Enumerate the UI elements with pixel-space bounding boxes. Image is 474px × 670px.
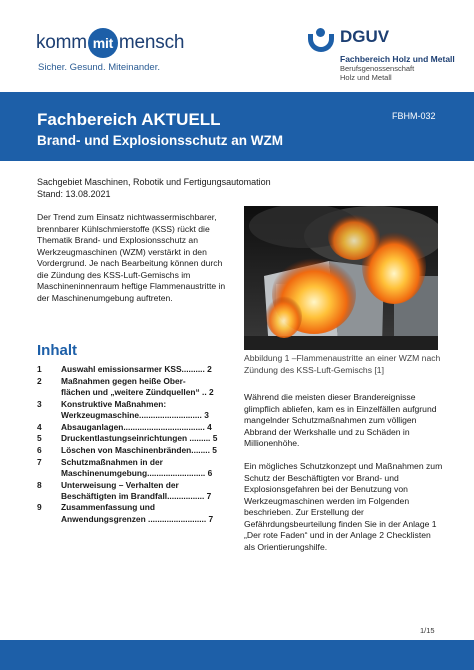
toc-item[interactable]: [37, 399, 223, 421]
toc-heading: Inhalt: [37, 342, 77, 359]
body-paragraph-2: Ein mögliches Schutzkonzept und Maßnahmen zum Schutz der Beschäftigten vor Brand- und Explosionsgefahren bei der Benutzung von Werkzeugmaschinen werden im Folgenden beschrieben. Zur Erstellung der Gefährdungsbeurteilung finden Sie in der Anlage 1 „Der rote Faden“ und in der Anlage 2 Checklisten als Orientierungshilfe.: [244, 461, 443, 552]
toc-item-number: 4: [37, 421, 42, 432]
toc-item-text: Absauganlagen................................... 4: [61, 421, 212, 432]
dguv-department: Fachbereich Holz und Metall: [340, 54, 455, 64]
toc-item-number: 8: [37, 479, 42, 490]
toc-item-text: Druckentlastungseinrichtungen ......... 5: [61, 433, 218, 444]
toc-item-text: Unterweisung – Verhalten der Beschäftigten im Brandfall................ 7: [61, 479, 212, 501]
toc-item-number: 3: [37, 398, 42, 409]
toc-item[interactable]: [37, 480, 223, 502]
toc-item-text: Konstruktive Maßnahmen: Werkzeugmaschine........................... 3: [61, 398, 209, 420]
toc-item-text: Schutzmaßnahmen in der Maschinenumgebung......................... 6: [61, 456, 213, 478]
page-subtitle: Brand- und Explosionsschutz an WZM: [37, 133, 283, 148]
fire-illustration: [244, 206, 438, 350]
toc-item-number: 7: [37, 456, 42, 467]
kommmitmensch-logo: [36, 28, 184, 73]
toc-item-number: 6: [37, 444, 42, 455]
toc-item-text: Zusammenfassung und Anwendungsgrenzen ......................... 7: [61, 502, 214, 524]
footer-band: [0, 640, 474, 670]
dguv-name: DGUV: [340, 27, 390, 46]
body-text: [244, 392, 444, 565]
logo-text-komm: komm: [36, 32, 87, 53]
document-date: Stand: 13.08.2021: [37, 189, 111, 199]
dguv-logo: [308, 28, 455, 82]
page-number: 1/15: [420, 626, 435, 635]
toc-item[interactable]: [37, 422, 223, 433]
toc-item-number: 1: [37, 364, 42, 374]
dguv-org-line2: Holz und Metall: [340, 73, 392, 82]
toc-item-number: 9: [37, 502, 42, 513]
title-band: [0, 92, 474, 161]
toc-item[interactable]: [37, 457, 223, 479]
toc-item[interactable]: [37, 502, 223, 524]
toc-item-text: Maßnahmen gegen heiße Ober- flächen und „weitere Zündquellen“ .. 2: [61, 375, 214, 397]
logo-text-mensch: mensch: [118, 32, 185, 53]
document-meta: [37, 176, 271, 200]
page-title: Fachbereich AKTUELL: [37, 110, 221, 129]
toc-item-text: Auswahl emissionsarmer KSS.......... 2: [61, 364, 212, 374]
toc-item[interactable]: [37, 376, 223, 398]
toc-item-text: Löschen von Maschinenbränden........ 5: [61, 444, 217, 455]
body-paragraph-1: Während die meisten dieser Brandereignisse glimpflich abliefen, kam es in Einzelfällen aufgrund mangelnder Schutzmaßnahmen zum völligen Abbrand der Werkshalle und zu Schäden in Millionenhöhe.: [244, 392, 437, 448]
dguv-org-line1: Berufsgenossenschaft: [340, 64, 415, 73]
toc-item[interactable]: [37, 364, 223, 375]
toc-item-number: 2: [37, 375, 42, 386]
logo-text-mit: mit: [88, 28, 118, 58]
logo-tagline: Sicher. Gesund. Miteinander.: [38, 62, 160, 73]
document-code: FBHM-032: [392, 111, 436, 121]
fire-photo: [244, 206, 438, 350]
dguv-mark-icon: [308, 28, 334, 52]
subject-area: Sachgebiet Maschinen, Robotik und Fertigungsautomation: [37, 177, 271, 187]
figure-caption: Abbildung 1 –Flammenaustritte an einer WZM nach Zündung des KSS-Luft-Gemischs [1]: [244, 353, 441, 375]
toc-item[interactable]: [37, 445, 223, 456]
intro-paragraph: Der Trend zum Einsatz nichtwassermischbarer, brennbarer Kühlschmierstoffe (KSS) rückt die Thematik Brand- und Explosionsschutz an Werkzeugmaschinen (WZM) verstärkt in den Vordergrund. Je nach Bearbeitung können durch die Zündung des KSS-Luft-Gemischs im Maschineninnenraum heftige Flammenaustritte in der Maschinenumgebung auftreten.: [37, 212, 226, 303]
toc-item[interactable]: [37, 433, 223, 444]
toc-item-number: 5: [37, 433, 42, 444]
table-of-contents: [37, 364, 223, 525]
